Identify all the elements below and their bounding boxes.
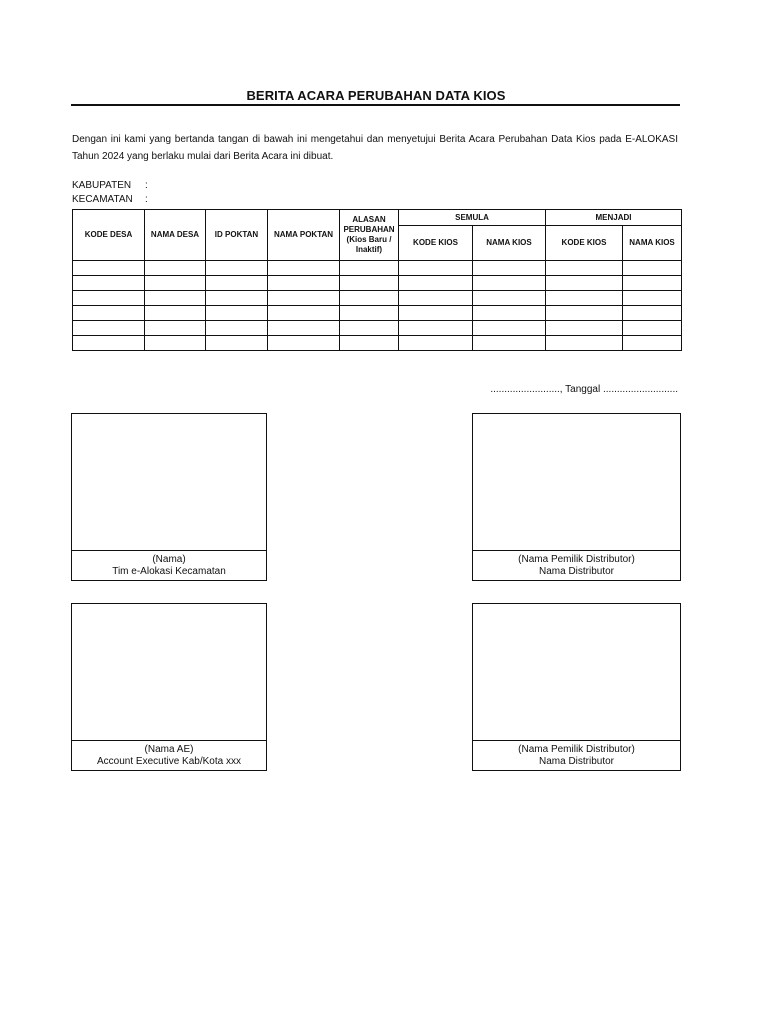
header-semula-kode-kios: KODE KIOS <box>399 226 473 261</box>
table-cell[interactable] <box>623 261 682 276</box>
header-semula-nama-kios: NAMA KIOS <box>473 226 546 261</box>
table-cell[interactable] <box>473 276 546 291</box>
signatory-name: (Nama AE) <box>144 744 194 755</box>
header-semula: SEMULA <box>399 210 546 226</box>
table-cell[interactable] <box>268 306 340 321</box>
signatory-role: Tim e-Alokasi Kecamatan <box>112 566 226 577</box>
table-cell[interactable] <box>145 336 206 351</box>
table-cell[interactable] <box>399 336 473 351</box>
table-cell[interactable] <box>340 321 399 336</box>
table-cell[interactable] <box>268 291 340 306</box>
table-cell[interactable] <box>473 291 546 306</box>
signatory-name: (Nama Pemilik Distributor) <box>518 744 635 755</box>
table-cell[interactable] <box>340 336 399 351</box>
kabupaten-field <box>72 180 148 191</box>
alasan-line-1: ALASAN <box>352 215 386 224</box>
table-cell[interactable] <box>340 276 399 291</box>
document-title: BERITA ACARA PERUBAHAN DATA KIOS <box>246 88 506 103</box>
date-line: ........................., Tanggal ........................... <box>490 384 678 395</box>
signature-area[interactable] <box>473 604 680 741</box>
table-cell[interactable] <box>399 276 473 291</box>
table-cell[interactable] <box>206 321 268 336</box>
alasan-line-3: (Kios Baru / <box>346 235 392 244</box>
table-cell[interactable] <box>206 306 268 321</box>
table-cell[interactable] <box>546 336 623 351</box>
table-cell[interactable] <box>546 306 623 321</box>
table-cell[interactable] <box>473 306 546 321</box>
header-menjadi: MENJADI <box>546 210 682 226</box>
header-nama-poktan: NAMA POKTAN <box>268 210 340 261</box>
table-cell[interactable] <box>206 276 268 291</box>
table-cell[interactable] <box>268 321 340 336</box>
table-row <box>73 291 682 306</box>
signature-box-distributor-2 <box>472 603 681 771</box>
signature-area[interactable] <box>473 414 680 551</box>
table-cell[interactable] <box>623 336 682 351</box>
table-cell[interactable] <box>145 291 206 306</box>
table-cell[interactable] <box>268 336 340 351</box>
table-cell[interactable] <box>340 261 399 276</box>
table-row <box>73 306 682 321</box>
table-row <box>73 321 682 336</box>
table-cell[interactable] <box>623 291 682 306</box>
table-body <box>73 261 682 351</box>
table-cell[interactable] <box>340 291 399 306</box>
table-cell[interactable] <box>546 321 623 336</box>
table-cell[interactable] <box>145 261 206 276</box>
table-cell[interactable] <box>145 276 206 291</box>
kecamatan-field <box>72 194 148 205</box>
header-menjadi-kode-kios: KODE KIOS <box>546 226 623 261</box>
signatory-name: (Nama) <box>152 554 186 565</box>
table-cell[interactable] <box>145 321 206 336</box>
table-cell[interactable] <box>206 261 268 276</box>
intro-paragraph: Dengan ini kami yang bertanda tangan di bawah ini mengetahui dan menyetujui Berita Acara Perubahan Data Kios pada E-ALOKASI Tahun 2024 yang berlaku mulai dari Berita Acara ini dibuat. <box>72 134 678 162</box>
table-cell[interactable] <box>206 336 268 351</box>
kecamatan-colon: : <box>145 194 148 205</box>
table-cell[interactable] <box>399 306 473 321</box>
header-nama-desa: NAMA DESA <box>145 210 206 261</box>
table-cell[interactable] <box>73 291 145 306</box>
signature-box-distributor-1 <box>472 413 681 581</box>
signatory-role: Account Executive Kab/Kota xxx <box>97 756 241 767</box>
table-cell[interactable] <box>399 321 473 336</box>
table-cell[interactable] <box>623 306 682 321</box>
table-cell[interactable] <box>73 336 145 351</box>
table-cell[interactable] <box>268 261 340 276</box>
table-cell[interactable] <box>546 276 623 291</box>
header-kode-desa: KODE DESA <box>73 210 145 261</box>
kios-change-table <box>72 209 682 351</box>
table-cell[interactable] <box>623 276 682 291</box>
kabupaten-colon: : <box>145 180 148 191</box>
table-cell[interactable] <box>340 306 399 321</box>
title-underline <box>71 104 680 106</box>
table-cell[interactable] <box>546 291 623 306</box>
table-cell[interactable] <box>473 321 546 336</box>
table-cell[interactable] <box>145 306 206 321</box>
table-cell[interactable] <box>546 261 623 276</box>
signatory-role: Nama Distributor <box>538 566 615 577</box>
table-cell[interactable] <box>399 291 473 306</box>
header-id-poktan: ID POKTAN <box>206 210 268 261</box>
signatory-name: (Nama Pemilik Distributor) <box>518 554 635 565</box>
table-cell[interactable] <box>73 276 145 291</box>
signatory-role: Nama Distributor <box>538 756 615 767</box>
table-cell[interactable] <box>473 336 546 351</box>
signature-area[interactable] <box>72 604 266 741</box>
table-cell[interactable] <box>268 276 340 291</box>
header-menjadi-nama-kios: NAMA KIOS <box>623 226 682 261</box>
kabupaten-label: KABUPATEN <box>72 180 132 191</box>
table-cell[interactable] <box>73 306 145 321</box>
table-cell[interactable] <box>73 321 145 336</box>
kecamatan-label: KECAMATAN <box>72 194 133 205</box>
alasan-line-2: PERUBAHAN <box>343 225 395 234</box>
table-row <box>73 336 682 351</box>
header-alasan-perubahan <box>340 210 399 261</box>
table-cell[interactable] <box>473 261 546 276</box>
signature-area[interactable] <box>72 414 266 551</box>
table-cell[interactable] <box>399 261 473 276</box>
table-cell[interactable] <box>206 291 268 306</box>
table-row <box>73 261 682 276</box>
table-cell[interactable] <box>623 321 682 336</box>
table-cell[interactable] <box>73 261 145 276</box>
alasan-line-4: Inaktif) <box>355 245 383 254</box>
signature-box-tim <box>71 413 267 581</box>
table-row <box>73 276 682 291</box>
signature-box-ae <box>71 603 267 771</box>
